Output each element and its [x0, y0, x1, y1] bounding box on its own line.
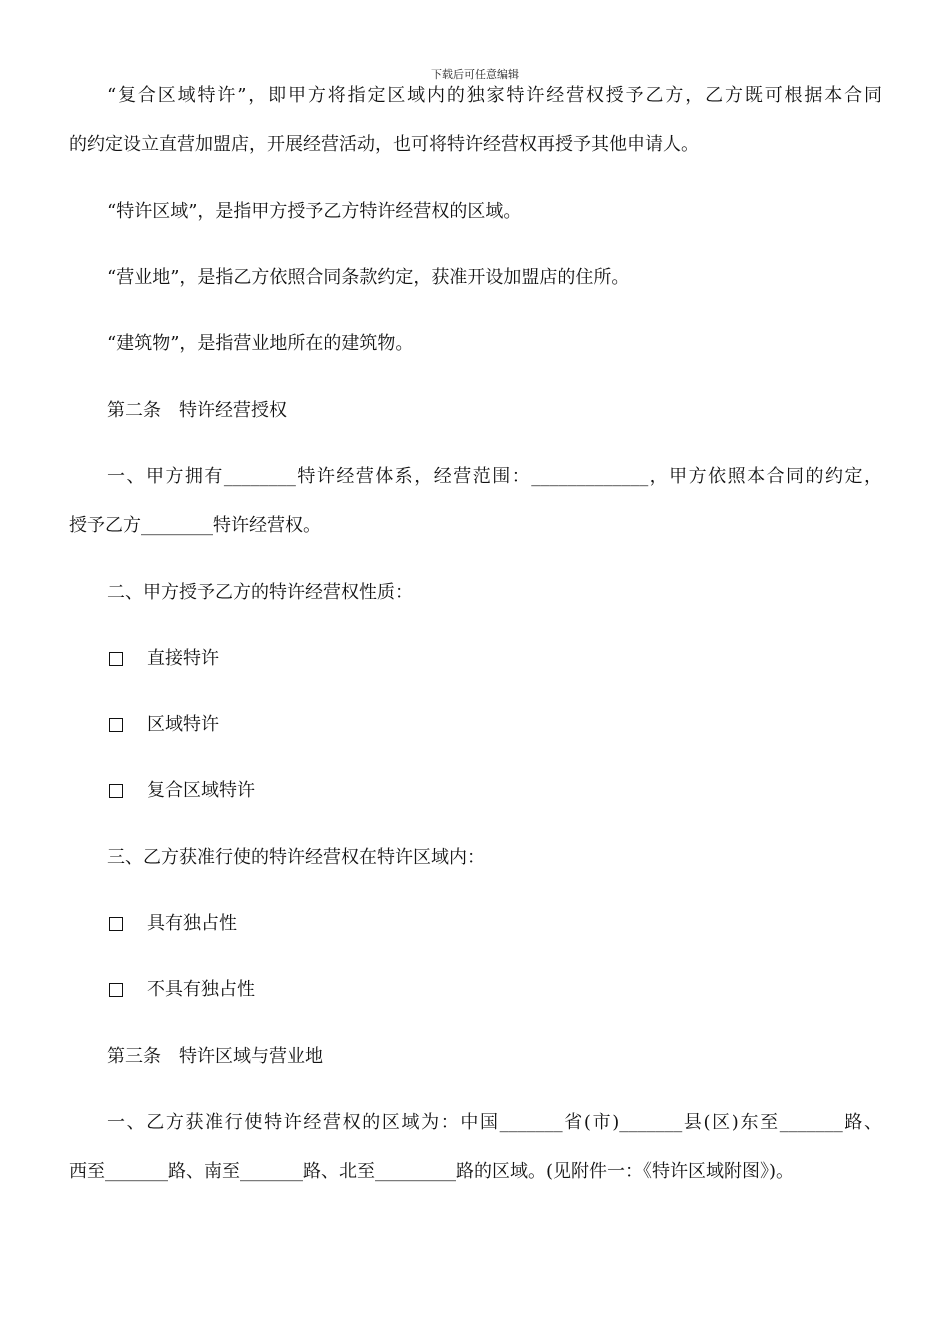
option-label: 不具有独占性	[147, 979, 255, 1000]
checkbox-icon[interactable]	[109, 652, 123, 666]
article-2-item-1-line2: 授予乙方________特许经营权。	[69, 515, 321, 536]
option-composite-regional-franchise[interactable]	[107, 779, 255, 803]
paragraph-composite-definition-line1: “复合区域特许”，即甲方将指定区域内的独家特许经营权授予乙方，乙方既可根据本合同	[107, 85, 882, 106]
option-label: 复合区域特许	[147, 780, 255, 801]
checkbox-icon[interactable]	[109, 784, 123, 798]
article-3-item-1-line1: 一、乙方获准行使特许经营权的区域为：中国_______省(市)_______县(区)东至_______路、	[107, 1112, 882, 1133]
paragraph-franchise-region-definition: “特许区域”，是指甲方授予乙方特许经营权的区域。	[107, 201, 522, 222]
option-non-exclusive[interactable]	[107, 978, 255, 1002]
article-2-item-3: 三、乙方获准行使的特许经营权在特许区域内：	[107, 847, 485, 868]
option-exclusive[interactable]	[107, 912, 237, 936]
checkbox-icon[interactable]	[109, 718, 123, 732]
article-3-item-1-line2: 西至_______路、南至_______路、北至_________路的区域。(见附件一：《特许区域附图》)。	[69, 1161, 795, 1182]
article-2-item-2: 二、甲方授予乙方的特许经营权性质：	[107, 582, 413, 603]
checkbox-icon[interactable]	[109, 983, 123, 997]
paragraph-building-definition: “建筑物”，是指营业地所在的建筑物。	[107, 333, 414, 354]
option-label: 区域特许	[147, 714, 219, 735]
option-direct-franchise[interactable]	[107, 647, 219, 671]
header-note: 下载后可任意编辑	[431, 68, 519, 81]
option-regional-franchise[interactable]	[107, 713, 219, 737]
paragraph-business-location-definition: “营业地”，是指乙方依照合同条款约定，获准开设加盟店的住所。	[107, 267, 630, 288]
option-label: 直接特许	[147, 648, 219, 669]
option-label: 具有独占性	[147, 913, 237, 934]
checkbox-icon[interactable]	[109, 917, 123, 931]
article-3-heading: 第三条 特许区域与营业地	[107, 1046, 323, 1067]
paragraph-composite-definition-line2: 的约定设立直营加盟店，开展经营活动，也可将特许经营权再授予其他申请人。	[69, 134, 699, 155]
article-2-heading: 第二条 特许经营授权	[107, 400, 287, 421]
article-2-item-1-line1: 一、甲方拥有________特许经营体系，经营范围：_____________，甲方依照本合同的约定，	[107, 466, 882, 487]
